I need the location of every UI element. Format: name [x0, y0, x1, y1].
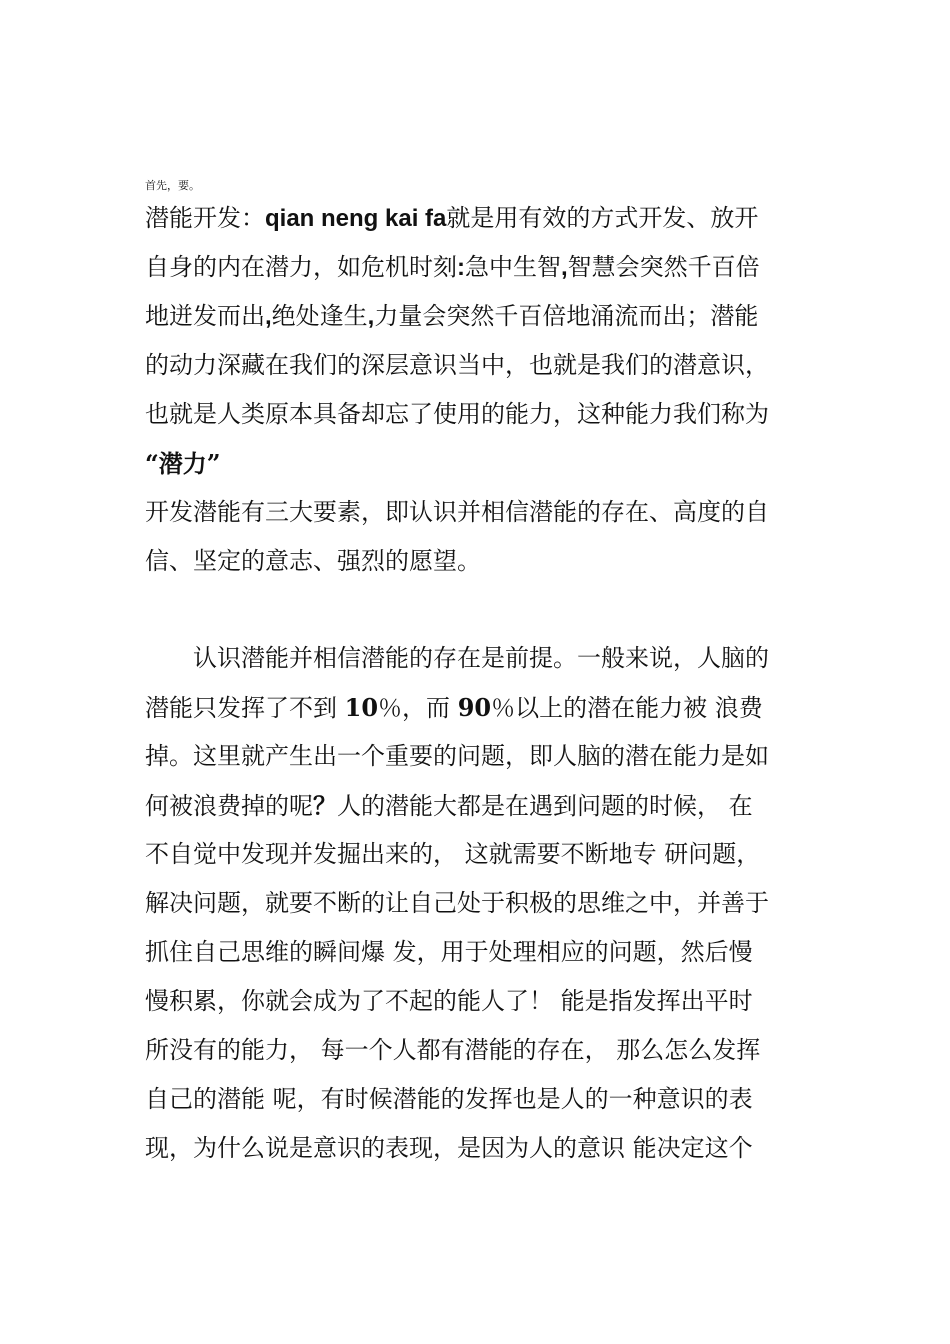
intro-text: 自身的内在潜力，如危机时刻	[145, 253, 457, 281]
body-line-11: 现，为什么说是意识的表现，是因为人的意识 能决定这个	[145, 1134, 753, 1162]
intro-line-5: 也就是人类原本具备却忘了使用的能力，这种能力我们称为	[145, 400, 769, 428]
document-page	[145, 178, 813, 1173]
body-text: 潜能只发挥了不到	[145, 694, 345, 722]
intro-term: 潜能开发：	[145, 204, 265, 232]
intro-definition-start: 就是用有效的方式开发、放开	[446, 204, 759, 232]
intro-text: 智慧会突然千百倍	[567, 253, 760, 281]
intro-text: 力量会突然千百倍地涌流而出；潜能	[374, 302, 759, 330]
header-note: 首先，要。	[145, 179, 200, 192]
intro-text: 地迸发而出	[145, 302, 265, 330]
paragraph-gap	[145, 586, 813, 634]
intro-line-1	[145, 194, 813, 243]
punctuation: ？	[313, 791, 337, 820]
percent-value: 90	[457, 693, 492, 722]
body-line-10: 自己的潜能 呢，有时候潜能的发挥也是人的一种意识的表	[145, 1085, 753, 1113]
percent-value: 10	[344, 693, 379, 722]
punctuation: :	[457, 254, 465, 281]
body-line-7: 抓住自己思维的瞬间爆 发，用于处理相应的问题，然后慢	[145, 938, 753, 966]
body-line-3: 掉。这里就产生出一个重要的问题，即人脑的潜在能力是如	[145, 742, 769, 770]
elements-line-1: 开发潜能有三大要素，即认识并相信潜能的存在、高度的自	[145, 498, 769, 526]
body-line-2	[145, 683, 813, 732]
elements-line-2: 信、坚定的意志、强烈的愿望。	[145, 547, 481, 575]
body-text: 人的潜能大都是在遇到问题的时候， 在	[337, 792, 753, 820]
body-line-1: 认识潜能并相信潜能的存在是前提。一般来说，人脑的	[145, 644, 769, 672]
punctuation: ,	[265, 303, 272, 330]
punctuation: ,	[561, 254, 568, 281]
body-line-6: 解决问题，就要不断的让自己处于积极的思维之中，并善于	[145, 889, 769, 917]
intro-section	[145, 194, 813, 488]
intro-line-6: “潜力”	[145, 449, 221, 478]
body-section	[145, 634, 813, 1173]
body-text: ％以上的潜在能力被 浪费	[491, 694, 763, 722]
body-line-8: 慢积累，你就会成为了不起的能人了！ 能是指发挥出平时	[145, 987, 753, 1015]
intro-text: 急中生智	[465, 253, 561, 281]
intro-line-3	[145, 292, 813, 341]
body-line-5: 不自觉中发现并发掘出来的， 这就需要不断地专 研问题，	[145, 840, 761, 868]
punctuation: ,	[367, 303, 375, 330]
body-line-9: 所没有的能力， 每一个人都有潜能的存在， 那么怎么发挥	[145, 1036, 761, 1064]
body-text: ％，而	[378, 694, 458, 722]
elements-section	[145, 488, 813, 586]
body-line-4	[145, 781, 813, 830]
intro-line-2	[145, 243, 813, 292]
intro-line-4: 的动力深藏在我们的深层意识当中，也就是我们的潜意识，	[145, 351, 769, 379]
pinyin-term: qian neng kai fa	[265, 205, 447, 232]
intro-text: 绝处逢生	[271, 302, 368, 330]
body-text: 何被浪费掉的呢	[145, 792, 313, 820]
